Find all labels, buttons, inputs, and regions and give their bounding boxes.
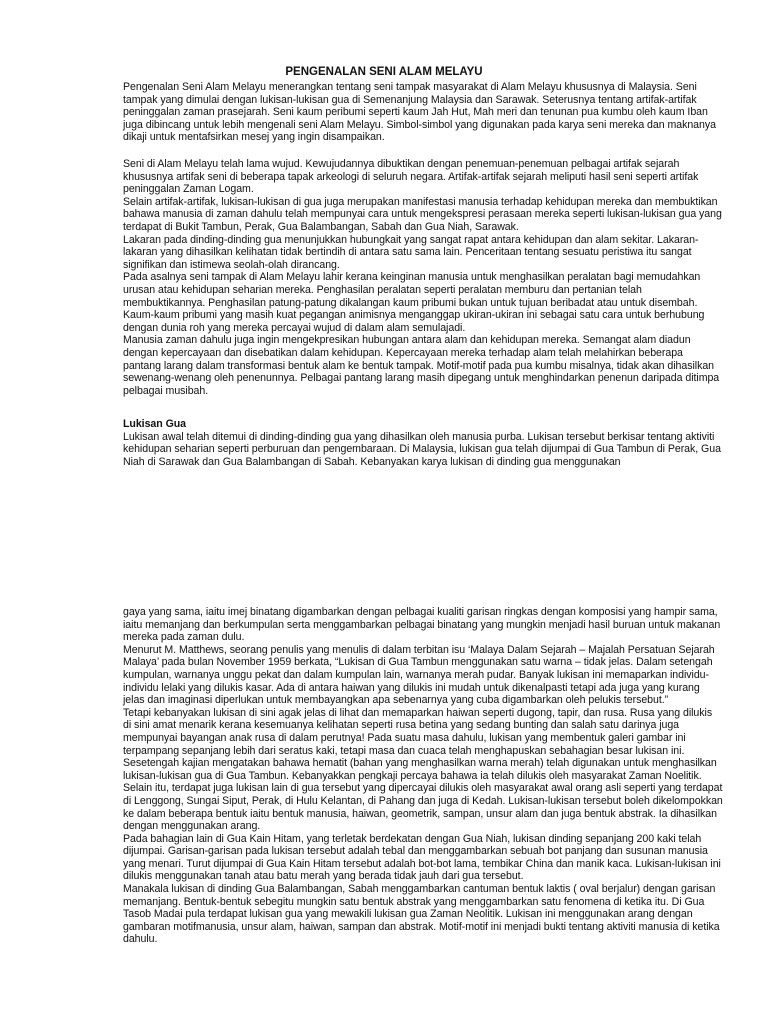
paragraph: Selain itu, terdapat juga lukisan lain di gua tersebut yang dipercayai dilukis oleh masyarakat awal orang asli seperti yang terdapat di Lenggong, Sungai Siput, Perak, di Hulu Kelantan, di Pahang dan juga di Kedah. Lukisan-lukisan tersebut boleh dikelompokkan ke dalam beberapa bentuk iaitu bentuk manusia, haiwan, geometrik, sampan, unsur alam dan juga bentuk abstrak. Ia dihasilkan dengan menggunakan arang. <box>123 782 723 833</box>
paragraph: Sesetengah kajian mengatakan bahawa hematit (bahan yang menghasilkan warna merah) telah digunakan untuk menghasilkan lukisan-lukisan gua di Gua Tambun. Kebanyakkan pengkaji percaya bahawa ia telah dilukis oleh masyarakat Zaman Noelitik. <box>123 757 717 782</box>
paragraph: gaya yang sama, iaitu imej binatang digambarkan dengan pelbagai kualiti garisan ringkas dengan komposisi yang hampir sama, iaitu memanjang dan berkumpulan serta menggambarkan pelbagai binatang yang mungkin menjadi hasil buruan untuk makanan mereka pada zaman dulu. <box>123 606 721 644</box>
section-heading: Lukisan Gua <box>123 418 187 430</box>
paragraph: Manakala lukisan di dinding Gua Balambangan, Sabah menggambarkan cantuman bentuk laktis ( oval berjalur) dengan garisan memanjang. Bentuk-bentuk sebegitu mungkin satu bentuk abstrak yang menggambarkan satu fenomena di ketika itu. Di Gua Tasob Madai pula terdapat lukisan gua yang mewakili lukisan gua Zaman Neolitik. Lukisan ini menggunakan arang dengan gambaran motifmanusia, unsur alam, haiwan, sampan dan abstrak. Motif-motif ini menjadi bukti tentang aktiviti manusia di ketika dahulu. <box>123 883 720 946</box>
section-intro-paragraph: Lukisan awal telah ditemui di dinding-dinding gua yang dihasilkan oleh manusia purba. Lukisan tersebut berkisar tentang aktiviti kehidupan seharian seperti perburuan dan pengembaraan. Di Malaysia, lukisan gua telah dijumpai di Gua Tambun di Perak, Gua Niah di Sarawak dan Gua Balambangan di Sabah. Kebanyakan karya lukisan di dinding gua menggunakan <box>123 430 721 468</box>
intro-paragraph: Pengenalan Seni Alam Melayu menerangkan tentang seni tampak masyarakat di Alam Melayu khususnya di Malaysia. Seni tampak yang dimulai dengan lukisan-lukisan gua di Semenanjung Malaysia dan Sarawak. Seterusnya tentang artifak-artifak peninggalan zaman prasejarah. Seni kaum peribumi seperti kaum Jah Hut, Mah meri dan tenunan pua kumbu oleh kaum Iban juga dibincang untuk lebih mengenali seni Alam Melayu. Simbol-simbol yang digunakan pada karya seni mereka dan maknanya dikaji untuk mentafsirkan mesej yang ingin disampaikan. <box>123 81 716 144</box>
paragraph: Lakaran pada dinding-dinding gua menunjukkan hubungkait yang sangat rapat antara kehidupan dan alam sekitar. Lakaran-lakaran yang dihasilkan kelihatan tidak bertindih di antara satu sama lain. Penceritaan tentang sesuatu peristiwa itu sangat signifikan dan istimewa seolah-olah dirancang. <box>123 233 699 271</box>
lukisan-gua-section <box>123 418 723 468</box>
paragraph: Tetapi kebanyakan lukisan di sini agak jelas di lihat dan memaparkan haiwan seperti dugong, tapir, dan rusa. Rusa yang dilukis di sini amat menarik kerana kesemuanya kelihatan seperti rusa betina yang sedang bunting dan salah satu darinya juga mempunyai bayangan anak rusa di dalam perutnya! Pada suatu masa dahulu, lukisan yang membentuk galeri gambar ini terpampang sepanjang lebih dari seratus kaki, tetapi masa dan cuaca telah menghapuskan sebahagian besar lukisan ini. <box>123 706 713 757</box>
paragraph: Seni di Alam Melayu telah lama wujud. Kewujudannya dibuktikan dengan penemuan-penemuan pelbagai artifak sejarah khususnya artifak seni di beberapa tapak arkeologi di seluruh negara. Artifak-artifak sejarah meliputi hasil seni seperti artifak peninggalan Zaman Logam. <box>123 158 699 196</box>
paragraph: Selain artifak-artifak, lukisan-lukisan di gua juga merupakan manifestasi manusia terhadap kehidupan mereka dan membuktikan bahawa manusia di zaman dahulu telah mempunyai cara untuk mengekspresi perasaan mereka seperti lukisan-lukisan gua yang terdapat di Bukit Tambun, Perak, Gua Balambangan, Sabah dan Gua Niah, Sarawak. <box>123 195 722 233</box>
paragraph: Pada asalnya seni tampak di Alam Melayu lahir kerana keinginan manusia untuk menghasilkan peralatan bagi memudahkan urusan atau kehidupan seharian mereka. Penghasilan peralatan seperti peralatan memburu dan pertanian telah membuktikannya. Penghasilan patung-patung dikalangan kaum pribumi bukan untuk tujuan beribadat atau untuk disembah. Kaum-kaum pribumi yang masih kuat pegangan animisnya menganggap ukiran-ukiran ini sebagai satu cara untuk berhubung dengan dunia roh yang mereka percayai wujud di dalam alam semulajadi. <box>123 271 705 334</box>
intro-section <box>123 81 723 144</box>
paragraph: Manusia zaman dahulu juga ingin mengekpresikan hubungan antara alam dan kehidupan mereka. Semangat alam diadun dengan kepercayaan dan disebatikan dalam kehidupan. Kepercayaan mereka terhadap alam telah melahirkan beberapa pantang larang dalam transformasi bentuk alam ke bentuk tampak. Motif-motif pada pua kumbu misalnya, tidak akan dihasilkan sewenang-wenang oleh penenunnya. Pelbagai pantang larang masih dipegang untuk menghindarkan penenun daripada ditimpa pelbagai musibah. <box>123 334 720 397</box>
page-title: PENGENALAN SENI ALAM MELAYU <box>285 66 483 78</box>
paragraph: Pada bahagian lain di Gua Kain Hitam, yang terletak berdekatan dengan Gua Niah, lukisan dinding sepanjang 200 kaki telah dijumpai. Garisan-garisan pada lukisan tersebut adalah tebal dan menggambarkan sebuah bot panjang dan susunan manusia yang menari. Turut dijumpai di Gua Kain Hitam tersebut adalah bot-bot lama, tembikar China dan manik kaca. Lukisan-lukisan ini dilukis menggunakan tanah atau batu merah yang berada tidak jauh dari gua tersebut. <box>123 832 721 883</box>
paragraph: Menurut M. Matthews, seorang penulis yang menulis di dalam terbitan isu ‘Malaya Dalam Sejarah – Majalah Persatuan Sejarah Malaya’ pada bulan November 1959 berkata, “Lukisan di Gua Tambun menggunakan satu warna – tidak jelas. Dalam setengah kumpulan, warnanya unggu pekat dan dalam kumpulan lain, warnanya merah pudar. Banyak lukisan ini memaparkan individu-individu lelaki yang dilukis kasar. Ada di antara haiwan yang dilukis ini mudah untuk dikenalpasti tetapi ada juga yang kurang jelas dan imaginasi diperlukan untuk membayangkan apa sebenarnya yang cuba digambarkan oleh pelukis tersebut.” <box>123 643 715 707</box>
body-section <box>123 158 723 397</box>
continuation-section <box>123 606 723 946</box>
